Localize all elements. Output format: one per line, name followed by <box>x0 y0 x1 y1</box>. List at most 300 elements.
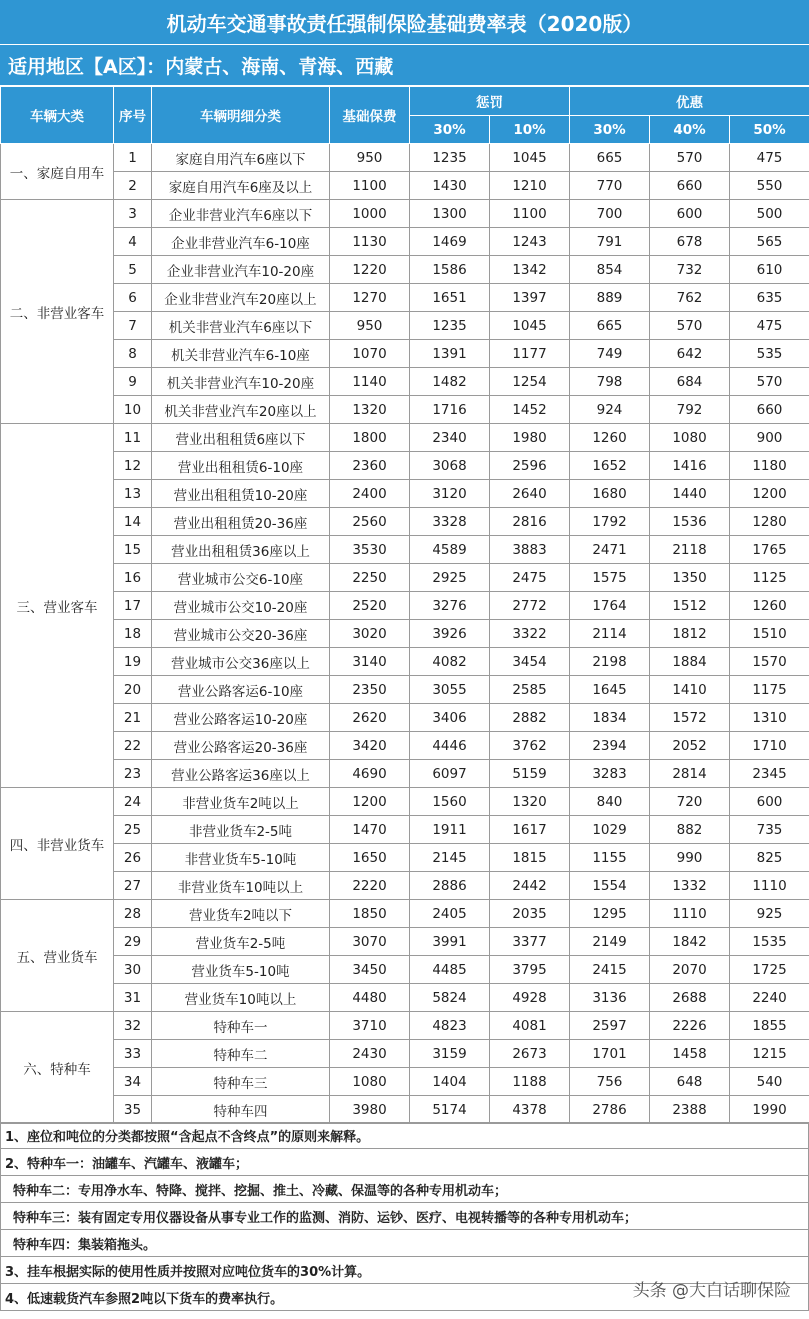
index-cell: 15 <box>114 536 152 564</box>
detail-cell: 非营业货车2吨以上 <box>152 788 330 816</box>
base-premium-cell: 4690 <box>330 760 410 788</box>
penalty-10-cell: 1045 <box>490 144 570 172</box>
penalty-30-cell: 1716 <box>410 396 490 424</box>
discount-30-cell: 756 <box>570 1068 650 1096</box>
discount-40-cell: 1332 <box>650 872 730 900</box>
penalty-30-cell: 3926 <box>410 620 490 648</box>
category-cell: 五、营业货车 <box>1 900 114 1012</box>
index-cell: 2 <box>114 172 152 200</box>
discount-40-cell: 732 <box>650 256 730 284</box>
index-cell: 5 <box>114 256 152 284</box>
base-premium-cell: 950 <box>330 144 410 172</box>
index-cell: 9 <box>114 368 152 396</box>
detail-cell: 非营业货车5-10吨 <box>152 844 330 872</box>
penalty-10-cell: 1045 <box>490 312 570 340</box>
table-row <box>1 928 809 956</box>
discount-50-cell: 1200 <box>730 480 809 508</box>
table-row <box>1 256 809 284</box>
discount-40-cell: 1458 <box>650 1040 730 1068</box>
base-premium-cell: 1270 <box>330 284 410 312</box>
table-row <box>1 592 809 620</box>
discount-40-cell: 1884 <box>650 648 730 676</box>
discount-40-cell: 1110 <box>650 900 730 928</box>
header-detail: 车辆明细分类 <box>152 87 330 144</box>
base-premium-cell: 2430 <box>330 1040 410 1068</box>
discount-30-cell: 2114 <box>570 620 650 648</box>
index-cell: 27 <box>114 872 152 900</box>
discount-30-cell: 1029 <box>570 816 650 844</box>
discount-50-cell: 475 <box>730 312 809 340</box>
index-cell: 14 <box>114 508 152 536</box>
penalty-30-cell: 1560 <box>410 788 490 816</box>
detail-cell: 营业公路客运6-10座 <box>152 676 330 704</box>
penalty-30-cell: 3406 <box>410 704 490 732</box>
discount-40-cell: 660 <box>650 172 730 200</box>
index-cell: 13 <box>114 480 152 508</box>
discount-30-cell: 1645 <box>570 676 650 704</box>
discount-40-cell: 1812 <box>650 620 730 648</box>
penalty-10-cell: 1100 <box>490 200 570 228</box>
base-premium-cell: 3140 <box>330 648 410 676</box>
discount-30-cell: 2394 <box>570 732 650 760</box>
discount-50-cell: 1570 <box>730 648 809 676</box>
base-premium-cell: 1800 <box>330 424 410 452</box>
table-row <box>1 1012 809 1040</box>
penalty-30-cell: 4446 <box>410 732 490 760</box>
category-cell: 二、非营业客车 <box>1 200 114 424</box>
discount-40-cell: 2052 <box>650 732 730 760</box>
detail-cell: 非营业货车2-5吨 <box>152 816 330 844</box>
discount-50-cell: 1280 <box>730 508 809 536</box>
header-discount: 优惠 <box>570 87 809 116</box>
note-line: 1、座位和吨位的分类都按照“含起点不含终点”的原则来解释。 <box>0 1122 809 1149</box>
base-premium-cell: 2250 <box>330 564 410 592</box>
base-premium-cell: 2560 <box>330 508 410 536</box>
detail-cell: 非营业货车10吨以上 <box>152 872 330 900</box>
discount-30-cell: 2415 <box>570 956 650 984</box>
discount-50-cell: 565 <box>730 228 809 256</box>
discount-50-cell: 1765 <box>730 536 809 564</box>
penalty-10-cell: 4081 <box>490 1012 570 1040</box>
table-row <box>1 844 809 872</box>
detail-cell: 家庭自用汽车6座及以上 <box>152 172 330 200</box>
penalty-10-cell: 2596 <box>490 452 570 480</box>
base-premium-cell: 1470 <box>330 816 410 844</box>
detail-cell: 营业出租租赁6-10座 <box>152 452 330 480</box>
penalty-30-cell: 1235 <box>410 312 490 340</box>
header-discount-30: 30% <box>570 116 650 144</box>
index-cell: 17 <box>114 592 152 620</box>
base-premium-cell: 1200 <box>330 788 410 816</box>
detail-cell: 机关非营业汽车10-20座 <box>152 368 330 396</box>
table-row <box>1 1040 809 1068</box>
table-row <box>1 368 809 396</box>
category-cell: 六、特种车 <box>1 1012 114 1124</box>
index-cell: 3 <box>114 200 152 228</box>
discount-40-cell: 720 <box>650 788 730 816</box>
table-row <box>1 1068 809 1096</box>
index-cell: 22 <box>114 732 152 760</box>
base-premium-cell: 3070 <box>330 928 410 956</box>
detail-cell: 营业城市公交6-10座 <box>152 564 330 592</box>
discount-50-cell: 660 <box>730 396 809 424</box>
table-row <box>1 480 809 508</box>
discount-50-cell: 1215 <box>730 1040 809 1068</box>
penalty-30-cell: 1482 <box>410 368 490 396</box>
table-row <box>1 284 809 312</box>
discount-50-cell: 825 <box>730 844 809 872</box>
discount-50-cell: 1125 <box>730 564 809 592</box>
discount-50-cell: 635 <box>730 284 809 312</box>
discount-40-cell: 1350 <box>650 564 730 592</box>
table-row <box>1 312 809 340</box>
header-category: 车辆大类 <box>1 87 114 144</box>
discount-50-cell: 2345 <box>730 760 809 788</box>
penalty-30-cell: 5824 <box>410 984 490 1012</box>
base-premium-cell: 950 <box>330 312 410 340</box>
category-cell: 三、营业客车 <box>1 424 114 788</box>
table-row <box>1 788 809 816</box>
discount-50-cell: 1110 <box>730 872 809 900</box>
index-cell: 4 <box>114 228 152 256</box>
discount-40-cell: 1440 <box>650 480 730 508</box>
penalty-10-cell: 1397 <box>490 284 570 312</box>
base-premium-cell: 1320 <box>330 396 410 424</box>
discount-30-cell: 1575 <box>570 564 650 592</box>
discount-50-cell: 900 <box>730 424 809 452</box>
detail-cell: 营业城市公交10-20座 <box>152 592 330 620</box>
note-line: 4、低速载货汽车参照2吨以下货车的费率执行。 <box>0 1284 809 1311</box>
base-premium-cell: 2360 <box>330 452 410 480</box>
discount-40-cell: 1572 <box>650 704 730 732</box>
base-premium-cell: 2400 <box>330 480 410 508</box>
detail-cell: 营业货车5-10吨 <box>152 956 330 984</box>
penalty-30-cell: 2886 <box>410 872 490 900</box>
rate-table-body <box>1 144 809 1124</box>
index-cell: 31 <box>114 984 152 1012</box>
discount-50-cell: 1175 <box>730 676 809 704</box>
penalty-30-cell: 2340 <box>410 424 490 452</box>
note-line: 特种车二：专用净水车、特降、搅拌、挖掘、推土、冷藏、保温等的各种专用机动车； <box>0 1176 809 1203</box>
penalty-10-cell: 1243 <box>490 228 570 256</box>
table-row <box>1 984 809 1012</box>
discount-40-cell: 2118 <box>650 536 730 564</box>
penalty-10-cell: 3883 <box>490 536 570 564</box>
detail-cell: 特种车四 <box>152 1096 330 1124</box>
penalty-30-cell: 1586 <box>410 256 490 284</box>
penalty-30-cell: 4589 <box>410 536 490 564</box>
index-cell: 12 <box>114 452 152 480</box>
penalty-10-cell: 1177 <box>490 340 570 368</box>
discount-30-cell: 889 <box>570 284 650 312</box>
base-premium-cell: 1130 <box>330 228 410 256</box>
detail-cell: 营业货车2吨以下 <box>152 900 330 928</box>
category-cell: 一、家庭自用车 <box>1 144 114 200</box>
discount-50-cell: 925 <box>730 900 809 928</box>
discount-30-cell: 2198 <box>570 648 650 676</box>
index-cell: 23 <box>114 760 152 788</box>
index-cell: 28 <box>114 900 152 928</box>
penalty-30-cell: 4082 <box>410 648 490 676</box>
discount-50-cell: 2240 <box>730 984 809 1012</box>
index-cell: 1 <box>114 144 152 172</box>
penalty-10-cell: 2475 <box>490 564 570 592</box>
penalty-10-cell: 1980 <box>490 424 570 452</box>
discount-40-cell: 792 <box>650 396 730 424</box>
discount-50-cell: 1855 <box>730 1012 809 1040</box>
discount-50-cell: 500 <box>730 200 809 228</box>
discount-40-cell: 678 <box>650 228 730 256</box>
base-premium-cell: 3530 <box>330 536 410 564</box>
table-row <box>1 956 809 984</box>
penalty-10-cell: 2673 <box>490 1040 570 1068</box>
index-cell: 6 <box>114 284 152 312</box>
detail-cell: 机关非营业汽车20座以上 <box>152 396 330 424</box>
table-row <box>1 900 809 928</box>
penalty-30-cell: 5174 <box>410 1096 490 1124</box>
table-row <box>1 564 809 592</box>
discount-40-cell: 762 <box>650 284 730 312</box>
base-premium-cell: 3450 <box>330 956 410 984</box>
penalty-10-cell: 3377 <box>490 928 570 956</box>
table-row <box>1 816 809 844</box>
penalty-30-cell: 3120 <box>410 480 490 508</box>
penalty-10-cell: 2882 <box>490 704 570 732</box>
index-cell: 26 <box>114 844 152 872</box>
penalty-10-cell: 3795 <box>490 956 570 984</box>
discount-30-cell: 1554 <box>570 872 650 900</box>
base-premium-cell: 3710 <box>330 1012 410 1040</box>
penalty-30-cell: 3328 <box>410 508 490 536</box>
discount-40-cell: 642 <box>650 340 730 368</box>
index-cell: 32 <box>114 1012 152 1040</box>
base-premium-cell: 2350 <box>330 676 410 704</box>
penalty-30-cell: 3159 <box>410 1040 490 1068</box>
category-cell: 四、非营业货车 <box>1 788 114 900</box>
discount-30-cell: 2149 <box>570 928 650 956</box>
discount-30-cell: 1652 <box>570 452 650 480</box>
penalty-30-cell: 1391 <box>410 340 490 368</box>
discount-40-cell: 1080 <box>650 424 730 452</box>
detail-cell: 机关非营业汽车6座以下 <box>152 312 330 340</box>
discount-50-cell: 1725 <box>730 956 809 984</box>
penalty-10-cell: 3762 <box>490 732 570 760</box>
discount-30-cell: 1764 <box>570 592 650 620</box>
discount-40-cell: 2070 <box>650 956 730 984</box>
penalty-10-cell: 2640 <box>490 480 570 508</box>
header-penalty: 惩罚 <box>410 87 570 116</box>
discount-40-cell: 1842 <box>650 928 730 956</box>
discount-30-cell: 791 <box>570 228 650 256</box>
base-premium-cell: 3420 <box>330 732 410 760</box>
base-premium-cell: 1070 <box>330 340 410 368</box>
penalty-30-cell: 3068 <box>410 452 490 480</box>
index-cell: 24 <box>114 788 152 816</box>
table-row <box>1 1096 809 1124</box>
discount-50-cell: 475 <box>730 144 809 172</box>
penalty-10-cell: 1254 <box>490 368 570 396</box>
base-premium-cell: 2220 <box>330 872 410 900</box>
header-base-premium: 基础保费 <box>330 87 410 144</box>
penalty-10-cell: 5159 <box>490 760 570 788</box>
discount-50-cell: 600 <box>730 788 809 816</box>
discount-30-cell: 798 <box>570 368 650 396</box>
base-premium-cell: 1850 <box>330 900 410 928</box>
header-penalty-30: 30% <box>410 116 490 144</box>
discount-30-cell: 2471 <box>570 536 650 564</box>
discount-50-cell: 535 <box>730 340 809 368</box>
penalty-30-cell: 2925 <box>410 564 490 592</box>
penalty-30-cell: 4485 <box>410 956 490 984</box>
penalty-10-cell: 2772 <box>490 592 570 620</box>
base-premium-cell: 1000 <box>330 200 410 228</box>
discount-40-cell: 600 <box>650 200 730 228</box>
discount-50-cell: 1180 <box>730 452 809 480</box>
discount-50-cell: 1710 <box>730 732 809 760</box>
base-premium-cell: 1100 <box>330 172 410 200</box>
index-cell: 30 <box>114 956 152 984</box>
penalty-30-cell: 1300 <box>410 200 490 228</box>
penalty-30-cell: 3055 <box>410 676 490 704</box>
penalty-30-cell: 2145 <box>410 844 490 872</box>
discount-40-cell: 570 <box>650 312 730 340</box>
detail-cell: 企业非营业汽车6座以下 <box>152 200 330 228</box>
detail-cell: 营业货车10吨以上 <box>152 984 330 1012</box>
table-row <box>1 704 809 732</box>
penalty-10-cell: 2035 <box>490 900 570 928</box>
discount-50-cell: 610 <box>730 256 809 284</box>
index-cell: 19 <box>114 648 152 676</box>
watermark: 头条 @大白话聊保险 <box>632 1281 791 1301</box>
discount-40-cell: 1410 <box>650 676 730 704</box>
discount-30-cell: 840 <box>570 788 650 816</box>
detail-cell: 营业城市公交20-36座 <box>152 620 330 648</box>
discount-50-cell: 1260 <box>730 592 809 620</box>
index-cell: 11 <box>114 424 152 452</box>
discount-50-cell: 550 <box>730 172 809 200</box>
penalty-30-cell: 1430 <box>410 172 490 200</box>
index-cell: 7 <box>114 312 152 340</box>
region-label: 适用地区【A区】：内蒙古、海南、青海、西藏 <box>0 45 809 85</box>
page-title: 机动车交通事故责任强制保险基础费率表（2020版） <box>0 0 809 45</box>
note-line: 3、挂车根据实际的使用性质并按照对应吨位货车的30%计算。 <box>0 1257 809 1284</box>
index-cell: 34 <box>114 1068 152 1096</box>
discount-50-cell: 540 <box>730 1068 809 1096</box>
detail-cell: 企业非营业汽车10-20座 <box>152 256 330 284</box>
penalty-30-cell: 3276 <box>410 592 490 620</box>
penalty-10-cell: 3454 <box>490 648 570 676</box>
discount-30-cell: 749 <box>570 340 650 368</box>
penalty-10-cell: 1320 <box>490 788 570 816</box>
discount-40-cell: 882 <box>650 816 730 844</box>
discount-40-cell: 2814 <box>650 760 730 788</box>
discount-30-cell: 1834 <box>570 704 650 732</box>
detail-cell: 营业公路客运10-20座 <box>152 704 330 732</box>
penalty-30-cell: 1651 <box>410 284 490 312</box>
table-row <box>1 620 809 648</box>
header-index: 序号 <box>114 87 152 144</box>
base-premium-cell: 4480 <box>330 984 410 1012</box>
index-cell: 10 <box>114 396 152 424</box>
table-row <box>1 144 809 172</box>
index-cell: 21 <box>114 704 152 732</box>
table-row <box>1 508 809 536</box>
table-row <box>1 872 809 900</box>
discount-50-cell: 570 <box>730 368 809 396</box>
penalty-30-cell: 2405 <box>410 900 490 928</box>
discount-30-cell: 665 <box>570 144 650 172</box>
discount-30-cell: 2597 <box>570 1012 650 1040</box>
discount-50-cell: 1535 <box>730 928 809 956</box>
header-discount-40: 40% <box>650 116 730 144</box>
discount-50-cell: 1310 <box>730 704 809 732</box>
detail-cell: 营业出租租赁10-20座 <box>152 480 330 508</box>
penalty-30-cell: 6097 <box>410 760 490 788</box>
base-premium-cell: 2520 <box>330 592 410 620</box>
table-row <box>1 452 809 480</box>
discount-40-cell: 1512 <box>650 592 730 620</box>
table-row <box>1 648 809 676</box>
index-cell: 33 <box>114 1040 152 1068</box>
penalty-30-cell: 1911 <box>410 816 490 844</box>
penalty-10-cell: 2442 <box>490 872 570 900</box>
penalty-10-cell: 3322 <box>490 620 570 648</box>
discount-30-cell: 700 <box>570 200 650 228</box>
discount-40-cell: 2388 <box>650 1096 730 1124</box>
discount-40-cell: 684 <box>650 368 730 396</box>
index-cell: 8 <box>114 340 152 368</box>
detail-cell: 机关非营业汽车6-10座 <box>152 340 330 368</box>
discount-30-cell: 1155 <box>570 844 650 872</box>
penalty-10-cell: 4928 <box>490 984 570 1012</box>
discount-30-cell: 854 <box>570 256 650 284</box>
header-penalty-10: 10% <box>490 116 570 144</box>
note-line: 特种车三：装有固定专用仪器设备从事专业工作的监测、消防、运钞、医疗、电视转播等的各种专用机动车； <box>0 1203 809 1230</box>
detail-cell: 特种车二 <box>152 1040 330 1068</box>
detail-cell: 企业非营业汽车6-10座 <box>152 228 330 256</box>
discount-50-cell: 1990 <box>730 1096 809 1124</box>
table-row <box>1 228 809 256</box>
detail-cell: 营业出租租赁6座以下 <box>152 424 330 452</box>
note-line: 2、特种车一：油罐车、汽罐车、液罐车； <box>0 1149 809 1176</box>
table-row <box>1 732 809 760</box>
detail-cell: 营业出租租赁36座以上 <box>152 536 330 564</box>
penalty-30-cell: 1469 <box>410 228 490 256</box>
discount-40-cell: 648 <box>650 1068 730 1096</box>
discount-30-cell: 1680 <box>570 480 650 508</box>
penalty-10-cell: 1342 <box>490 256 570 284</box>
discount-40-cell: 1536 <box>650 508 730 536</box>
penalty-30-cell: 1404 <box>410 1068 490 1096</box>
base-premium-cell: 3980 <box>330 1096 410 1124</box>
table-row <box>1 424 809 452</box>
index-cell: 16 <box>114 564 152 592</box>
index-cell: 18 <box>114 620 152 648</box>
detail-cell: 企业非营业汽车20座以上 <box>152 284 330 312</box>
detail-cell: 营业公路客运20-36座 <box>152 732 330 760</box>
detail-cell: 特种车一 <box>152 1012 330 1040</box>
note-line: 特种车四：集装箱拖头。 <box>0 1230 809 1257</box>
penalty-10-cell: 4378 <box>490 1096 570 1124</box>
discount-30-cell: 924 <box>570 396 650 424</box>
discount-50-cell: 1510 <box>730 620 809 648</box>
base-premium-cell: 2620 <box>330 704 410 732</box>
table-row <box>1 760 809 788</box>
header-discount-50: 50% <box>730 116 809 144</box>
discount-30-cell: 1701 <box>570 1040 650 1068</box>
discount-30-cell: 665 <box>570 312 650 340</box>
detail-cell: 营业城市公交36座以上 <box>152 648 330 676</box>
